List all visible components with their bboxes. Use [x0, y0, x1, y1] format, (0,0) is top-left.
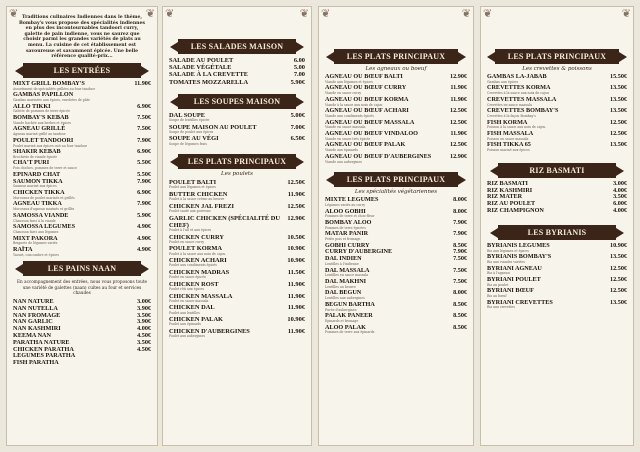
menu-item-price: 3.50€	[137, 311, 151, 319]
menu-item-name: NAN NUTELLA	[13, 304, 58, 312]
menu-item-description: Gambas marinées aux épices, enrobées de pâte	[13, 97, 90, 102]
menu-item-name: AGNEAU OU BŒUF D'AUBERGINES	[325, 152, 432, 160]
menu-item-price: 7.90€	[453, 230, 467, 238]
menu-item-description: Poulet mariné aux épices cuit au four tandoor	[13, 143, 88, 148]
menu-item-description: Viande aux aubergines	[325, 159, 362, 164]
menu-item-name: RIZ KASHMIRI	[487, 186, 533, 194]
menu-item-description: Viande en sauce massala	[325, 125, 366, 130]
menu-item-price: 7.90€	[453, 248, 467, 256]
pains-list	[13, 299, 151, 367]
menu-item-price: 3.50€	[137, 338, 151, 346]
menu-item-description: Viande aux condiments épicés	[325, 113, 374, 118]
menu-item-name: CHICKEN MADRAS	[169, 268, 230, 276]
menu-item-name: CREVETTES BOMBAY'S	[487, 107, 559, 115]
menu-item-price: 13.50€	[609, 298, 627, 306]
menu-item-name: CHICKEN MASSALA	[169, 292, 233, 300]
menu-item-description: Morceaux de poulet marinés et grillés	[13, 195, 75, 200]
section-title-pains: LES PAINS NAAN	[23, 261, 141, 276]
menu-item-price: 5.00	[293, 64, 305, 72]
menu-item-description: Lentilles à l'indienne	[325, 262, 359, 267]
menu-item-name: DAL SOUPE	[169, 111, 206, 119]
menu-item-description: Viande aux légumes et épices	[325, 79, 373, 84]
menu-item-name: CHA'T PURI	[13, 159, 50, 167]
intro-text: Traditions culinaires Indiennes dans le thème, Bombay's vous propose des spécialités indiennes en plus des incontournables tandoori curry, galette de pain indienne, vous ne saurez que choisir parmi les grandes variétés de plats au menu. La cuisine de cet établissement est savoureuse et savamment épicée. Une belle référence qualité-prix...	[18, 15, 146, 60]
menu-item-price: 10.90€	[287, 316, 305, 324]
menu-item	[487, 277, 627, 284]
menu-item-name: RIZ MATER	[487, 193, 523, 201]
menu-item-price: 8.50€	[453, 300, 467, 308]
menu-item-price: 3.00€	[613, 179, 627, 187]
soupes-list	[169, 112, 305, 146]
menu-item-price: 11.90€	[134, 79, 151, 87]
menu-item-price: 12.90€	[449, 152, 467, 160]
menu-item-description: Poulet sauté aux poivrons	[169, 209, 211, 213]
menu-item-price: 11.90€	[450, 95, 467, 103]
menu-item-description: Viande en sauce très épicée	[325, 136, 371, 141]
menu-item-description: Légumes variés au curry	[325, 202, 366, 207]
menu-item-price: 7.50€	[453, 255, 467, 263]
menu-item-price: 7.50€	[453, 266, 467, 274]
menu-item-name: AGNEAU OU BŒUF VINDALOO	[325, 129, 418, 137]
menu-item-description: Poulet aux épinards	[169, 322, 202, 327]
menu-item-price: 13.50€	[609, 141, 627, 149]
menu-item-price: 8.00€	[453, 207, 467, 215]
menu-item-price: 13.50€	[609, 84, 627, 92]
menu-item-name: BYRIANI BŒUF	[487, 287, 534, 295]
salades-list	[169, 57, 305, 86]
menu-item-price: 4.00€	[613, 206, 627, 214]
menu-item-name: RIZ AU POULET	[487, 200, 536, 208]
menu-item-description: Pommes de terre aux épinards	[325, 330, 375, 335]
menu-item-name: RIZ CHAMPIGNON	[487, 206, 544, 214]
menu-item-name: POULET KORMA	[169, 245, 222, 253]
menu-item-price: 7.90€	[137, 200, 151, 208]
vege-list	[325, 197, 467, 335]
menu-item-description: Riz à l'agneau	[487, 271, 510, 276]
menu-item-price: 7.50€	[453, 278, 467, 286]
menu-item-price: 6.00	[293, 57, 305, 64]
menu-item-price: 13.50€	[609, 95, 627, 103]
menu-panel-4	[480, 6, 634, 446]
menu-item-description: Galette de pommes de terre épicée	[13, 109, 70, 114]
menu-item-name: CHICKEN CURRY	[169, 233, 224, 241]
section-subtitle-vege: Les spécialités végétariennes	[354, 189, 438, 196]
ornament-icon: ❦	[461, 7, 471, 20]
menu-item-price: 11.90€	[287, 304, 305, 312]
menu-item-description: Poulet à la sauce crème au beurre	[169, 197, 225, 202]
menu-item-name: AGNEAU GRILLÉ	[13, 125, 66, 133]
menu-item-name: DAL INDIEN	[325, 255, 362, 263]
poissons-list	[487, 74, 627, 153]
menu-item-description: Riz aux légumes et épices	[487, 248, 529, 253]
ornament-icon: ❦	[321, 7, 331, 20]
menu-item-name: BYRIANIS BOMBAY'S	[487, 253, 552, 261]
menu-item-name: GARLIC CHICKEN (SPÉCIALITÉ DU CHEF)	[169, 214, 280, 229]
menu-item-name: MIXT PAKORA	[13, 234, 58, 242]
menu-item-price: 8.50€	[453, 312, 467, 320]
menu-item-description: Viande à la sauce aux noix de cajou	[325, 102, 383, 107]
menu-item-price: 3.50€	[613, 193, 627, 201]
menu-item-name: NAN GARLIC	[13, 318, 53, 326]
menu-item-price: 12.50€	[449, 107, 467, 115]
menu-item-name: CHICKEN JAL FREZI	[169, 202, 234, 210]
menu-item-name: DAL MASSALA	[325, 266, 370, 274]
menu-item-description: Brochette de viande épicée	[13, 154, 58, 159]
section-title-soupes: LES SOUPES MAISON	[178, 94, 296, 109]
menu-item-name: FISH TIKKA 65	[487, 141, 531, 149]
section-subtitle-poissons: Les crevettes & poissons	[522, 66, 592, 72]
menu-item-price: 12.50€	[287, 179, 305, 187]
menu-item-description: Lentilles au beurre	[325, 284, 356, 289]
menu-item-description: Poulet aux légumes et épices	[169, 185, 216, 190]
menu-item-name: RIZ BASMATI	[487, 179, 528, 187]
menu-item-description: Poulet en sauce massala	[169, 298, 209, 303]
menu-item-description: Purée d'aubergines	[325, 307, 357, 312]
menu-item-price: 8.50€	[453, 323, 467, 331]
menu-item	[487, 288, 627, 295]
menu-item-price: 10.50€	[287, 233, 305, 241]
ornament-icon: ❦	[483, 7, 493, 20]
menu-item-name: DAL MAKHNI	[325, 278, 367, 286]
menu-item-price: 11.90€	[287, 280, 305, 288]
menu-item-price: 7.90€	[453, 218, 467, 226]
menu-item-price: 5.90€	[290, 78, 305, 86]
menu-item-description: Chausson farci aux légumes	[13, 230, 59, 235]
menu-item	[169, 79, 305, 86]
menu-item-description: Poulet rôti aux épices	[169, 286, 204, 291]
menu-item-name: CHICKEN TIKKA	[13, 189, 65, 197]
menu-item-description: Pommes de terre et chou-fleur	[325, 214, 375, 219]
menu-item-price: 11.90€	[450, 129, 467, 137]
menu-item-description: Morceaux d'agneau marinés et grillés	[13, 207, 75, 212]
menu-item-price: 11.90€	[287, 292, 305, 300]
menu-item-price: 4.90€	[137, 223, 151, 231]
menu-item-price: 4.90€	[137, 234, 151, 242]
menu-item-name: AGNEAU OU BŒUF BALTI	[325, 73, 403, 80]
menu-item-price: 3.90€	[137, 304, 151, 312]
ornament-icon: ❦	[621, 7, 631, 20]
menu-item-name: BEGUN BARTHA	[325, 300, 375, 308]
ornament-icon: ❦	[9, 7, 19, 20]
menu-item-description: Petits pois et fromage	[325, 237, 361, 242]
menu-item-name: SAMOSSA VIANDE	[13, 211, 69, 219]
menu-item-name: NAN NATURE	[13, 298, 54, 306]
menu-item-description: Poulet à l'ail et aux épices	[169, 228, 212, 232]
menu-item-price: 4.50€	[137, 332, 151, 339]
menu-item-name: BUTTER CHICKEN	[169, 191, 228, 198]
menu-item-price: 11.50€	[287, 268, 305, 276]
menu-item-price: 5.90€	[137, 211, 151, 219]
menu-item-name: TOMATES MOZZARELLA	[169, 78, 249, 86]
menu-item-price: 11.90€	[450, 84, 467, 92]
menu-item-price: 10.90€	[287, 257, 305, 265]
menu-item-description: Riz aux viandes variées	[487, 259, 525, 264]
menu-item-name: ALLO TIKKI	[13, 102, 51, 110]
entrees-list	[13, 81, 151, 258]
menu-item-name: ALOO GOBHI	[325, 207, 366, 215]
agneau-list	[325, 74, 467, 164]
section-title-riz: RIZ BASMATI	[498, 163, 616, 178]
section-title-salades: LES SALADES MAISON	[178, 39, 296, 54]
byrianis-list	[487, 243, 627, 310]
menu-item-price: 7.90€	[137, 177, 151, 185]
menu-item-price: 7.50€	[137, 125, 151, 133]
menu-item-description: Saumon mariné aux épices	[13, 184, 57, 189]
section-title-plats-agneau: LES PLATS PRINCIPAUX	[334, 49, 458, 64]
menu-item-name: RAÏTA	[13, 246, 33, 254]
menu-item-description: Soupe de lentilles épicée	[169, 118, 210, 123]
menu-item-price: 13.50€	[609, 253, 627, 261]
menu-item-name: FISH MASSALA	[487, 129, 534, 137]
menu-item-description: Crevettes en sauce massala	[487, 102, 532, 107]
menu-item-description: Viande hachée aux herbes et épices	[13, 120, 71, 125]
menu-panel-1	[6, 6, 158, 446]
menu-item-name: KEEMA NAN	[13, 332, 51, 339]
menu-item-name: NAN FROMAGE	[13, 311, 61, 319]
menu-item-description: Assortiment de spécialités grillées au four tandoor	[13, 86, 95, 91]
menu-item-name: CHICKEN DAL	[169, 304, 215, 312]
menu-item-name: CHICKEN ACHARI	[169, 257, 227, 265]
menu-item-name: BYRIANI AGNEAU	[487, 264, 542, 272]
riz-list	[487, 181, 627, 215]
menu-item-price: 10.90€	[287, 245, 305, 253]
menu-item-price: 7.90€	[137, 136, 151, 144]
menu-item-name: SHAKIR KEBAB	[13, 148, 61, 156]
menu-item-description: Soupe de poulet aux épices	[169, 129, 214, 134]
menu-item-name: CURRY D'AUBERGINE	[325, 248, 393, 256]
menu-item-price: 15.50€	[609, 73, 627, 80]
section-title-plats-poissons: LES PLATS PRINCIPAUX	[495, 49, 619, 64]
menu-item-description: Riz au poulet	[487, 282, 509, 287]
menu-item-price: 8.00€	[453, 289, 467, 297]
menu-item-name: SAMOSSA LEGUMES	[13, 223, 76, 231]
menu-item-description: Riz aux crevettes	[487, 305, 515, 310]
menu-item-name: MATAR PANIR	[325, 230, 369, 238]
menu-item-description: Pommes de terre épicées	[325, 225, 366, 230]
menu-item-name: CHICKEN PALAK	[169, 316, 224, 324]
menu-item-name: SOUPE MAISON AU POULET	[169, 123, 257, 131]
menu-item-price: 6.50€	[290, 135, 305, 143]
menu-item-name: GOBHI CURRY	[325, 241, 370, 249]
menu-item-name: AGNEAU OU BŒUF KORMA	[325, 95, 409, 103]
menu-item-price: 12.50€	[609, 275, 627, 283]
menu-item-name: NAN KASHMIRI	[13, 325, 61, 333]
menu-item-description: Poulet en sauce épicée	[169, 275, 206, 280]
menu-item-price: 12.50€	[449, 141, 467, 149]
menu-item-name: CHICKEN D'AUBERGINES	[169, 327, 250, 335]
menu-item-name: BYRIANI CREVETTES	[487, 298, 553, 306]
menu-item-name: LEGUMES PARATHA	[13, 352, 76, 360]
menu-item-price: 12.50€	[449, 118, 467, 126]
menu-item-name: GAMBAS LA-JABAB	[487, 73, 547, 80]
menu-item-name: AGNEAU OU BŒUF MASSALA	[325, 118, 415, 126]
menu-item-description: Lentilles en sauce massala	[325, 273, 369, 278]
menu-item-name: POULET TANDOORI	[13, 136, 74, 144]
menu-item-name: MIXTE LEGUMES	[325, 196, 379, 204]
menu-item-description: Lentilles aux aubergines	[325, 296, 365, 301]
section-subtitle-poulets: Les poulets	[221, 171, 253, 178]
menu-item-name: SALADE VÉGÉTALE	[169, 64, 232, 72]
ornament-icon: ❦	[299, 7, 309, 20]
menu-item-price: 4.90€	[137, 246, 151, 254]
pains-intro: En accompagnement des entrées, nous vous proposons toute une variété de galettes (naan) cuites au four et services chaudes	[17, 279, 147, 295]
menu-item-description: Soupe de légumes frais	[169, 141, 207, 146]
menu-item-description: Poulet aux lentilles	[169, 310, 200, 315]
menu-item-description: Poulet à la sauce aux noix de cajou	[169, 251, 226, 256]
menu-item-description: Agneau mariné grillé au tandoor	[13, 132, 66, 137]
menu-item-name: BYRIANI POULET	[487, 275, 541, 283]
menu-item-description: Gambas aux épices	[487, 79, 519, 84]
menu-item	[487, 208, 627, 215]
menu-item-description: Chausson farci à la viande	[13, 218, 56, 223]
menu-item	[169, 215, 305, 229]
menu-item-name: ALOO PALAK	[325, 323, 366, 331]
menu-item-price: 6.00€	[613, 200, 627, 208]
menu-item-price: 12.50€	[609, 264, 627, 272]
menu-item-price: 6.90€	[137, 102, 151, 110]
menu-item-name: BOMBAY'S KEBAB	[13, 113, 69, 121]
menu-item-price: 12.50€	[287, 202, 305, 210]
menu-item-description: Épinards et fromage	[325, 319, 359, 324]
menu-item-price: 8.50€	[453, 241, 467, 249]
menu-item-description: Pois chiches, pommes de terre et sauce	[13, 166, 77, 171]
menu-item-name: MIXT GRILL BOMBAY'S	[13, 79, 85, 87]
menu-item	[169, 71, 305, 78]
menu-item-description: Viande en sauce curry	[325, 91, 362, 96]
menu-item-name: PARATHA NATURE	[13, 338, 70, 346]
menu-item-price: 3.00€	[137, 298, 151, 306]
section-title-plats-poulets: LES PLATS PRINCIPAUX	[178, 154, 296, 169]
menu-item-price: 13.50€	[609, 107, 627, 115]
menu-item-price: 5.50€	[137, 159, 151, 167]
menu-item-name: AGNEAU OU BŒUF CURRY	[325, 84, 407, 92]
menu-item-name: SALADE AU POULET	[169, 57, 234, 64]
menu-item-name: AGNEAU OU BŒUF PALAK	[325, 141, 406, 149]
menu-item-price: 12.50€	[609, 129, 627, 137]
menu-item-name: CREVETTES KORMA	[487, 84, 551, 92]
menu-item-price: 4.50€	[137, 345, 151, 353]
menu-item-price: 11.90€	[287, 327, 305, 335]
menu-item-name: DAL BEGUN	[325, 289, 362, 297]
section-title-entrees: LES ENTRÉES	[23, 63, 141, 78]
menu-item-price: 4.00€	[137, 325, 151, 333]
menu-item-price: 7.50€	[137, 113, 151, 121]
menu-item-price: 6.90€	[137, 189, 151, 197]
ornament-icon: ❦	[145, 7, 155, 20]
menu-item-name: BYRIANIS LEGUMES	[487, 241, 550, 249]
menu-item-description: Poisson mariné aux épices	[487, 148, 530, 153]
menu-item-description: Beignets de légumes variés	[13, 241, 58, 246]
menu-item-description: Poisson à la sauce aux noix de cajou	[487, 125, 546, 130]
menu-item-name: CHICKEN ROST	[169, 280, 219, 288]
section-title-byrianis: LES BYRIANIS	[498, 225, 616, 240]
menu-item-price: 12.90€	[287, 214, 305, 222]
menu-item-description: Poulet aux condiments épicés	[169, 263, 217, 268]
menu-item-description: Poulet aux aubergines	[169, 334, 205, 339]
menu-item-price: 4.00€	[613, 186, 627, 194]
menu-item-description: Poisson en sauce massala	[487, 136, 529, 141]
menu-item-price: 10.90€	[609, 241, 627, 249]
menu-item-name: AGNEAU OU BŒUF ACHARI	[325, 107, 409, 115]
menu-item-price: 12.90€	[449, 73, 467, 80]
menu-item-description: Riz au bœuf	[487, 294, 507, 299]
menu-item-price: 5.00€	[290, 111, 305, 119]
menu-item-price: 6.90€	[137, 148, 151, 156]
menu-item-name: CREVETTES MASSALA	[487, 95, 557, 103]
menu-item-name: GAMBAS PAPILLON	[13, 91, 74, 99]
section-subtitle-agneau: Les agneaux ou boeuf	[365, 66, 427, 72]
menu-item-description: Crevettes à la façon Bombay's	[487, 113, 536, 118]
menu-item-description: Crevettes à la sauce aux noix de cajou	[487, 91, 549, 96]
menu-item-name: FISH KORMA	[487, 118, 528, 126]
menu-item-name: SOUPE AU VÉGI	[169, 135, 219, 143]
menu-item-name: POULET BALTI	[169, 179, 217, 187]
menu-item-name: CHICKEN PARATHA	[13, 345, 74, 353]
menu-item-description: Poulet en sauce curry	[169, 239, 205, 244]
menu-item-name: EPINARD CHAT	[13, 170, 61, 178]
menu-item-price: 3.90€	[137, 318, 151, 326]
menu-item-price: 12.50€	[609, 287, 627, 295]
menu-item-price: 8.00€	[453, 196, 467, 204]
menu-item-description: Yaourt, concombre et épices	[13, 252, 59, 257]
menu-panel-3	[318, 6, 474, 446]
menu-item	[13, 360, 151, 367]
menu-item-price: 12.50€	[609, 118, 627, 126]
menu-item-price: 5.50€	[137, 170, 151, 178]
menu-item-name: BOMBAY ALOO	[325, 218, 372, 226]
section-title-plats-vege: LES PLATS PRINCIPAUX	[334, 172, 458, 187]
menu-item-name: SAUMON TIKKA	[13, 177, 63, 185]
ornament-icon: ❦	[165, 7, 175, 20]
menu-panel-2	[162, 6, 312, 446]
menu-item-description: Viande aux épinards	[325, 148, 359, 153]
menu-item-price: 7.00€	[290, 123, 305, 131]
menu-item-name: PALAK PANEER	[325, 312, 373, 320]
menu-item-name: AGNEAU TIKKA	[13, 200, 62, 208]
menu-item-price: 11.90€	[287, 191, 305, 198]
poulets-list	[169, 179, 305, 339]
menu-item-name: FISH PARATHA	[13, 359, 59, 367]
menu-item-name: SALADE À LA CREVETTE	[169, 71, 249, 79]
menu-item-price: 7.00	[293, 71, 305, 79]
